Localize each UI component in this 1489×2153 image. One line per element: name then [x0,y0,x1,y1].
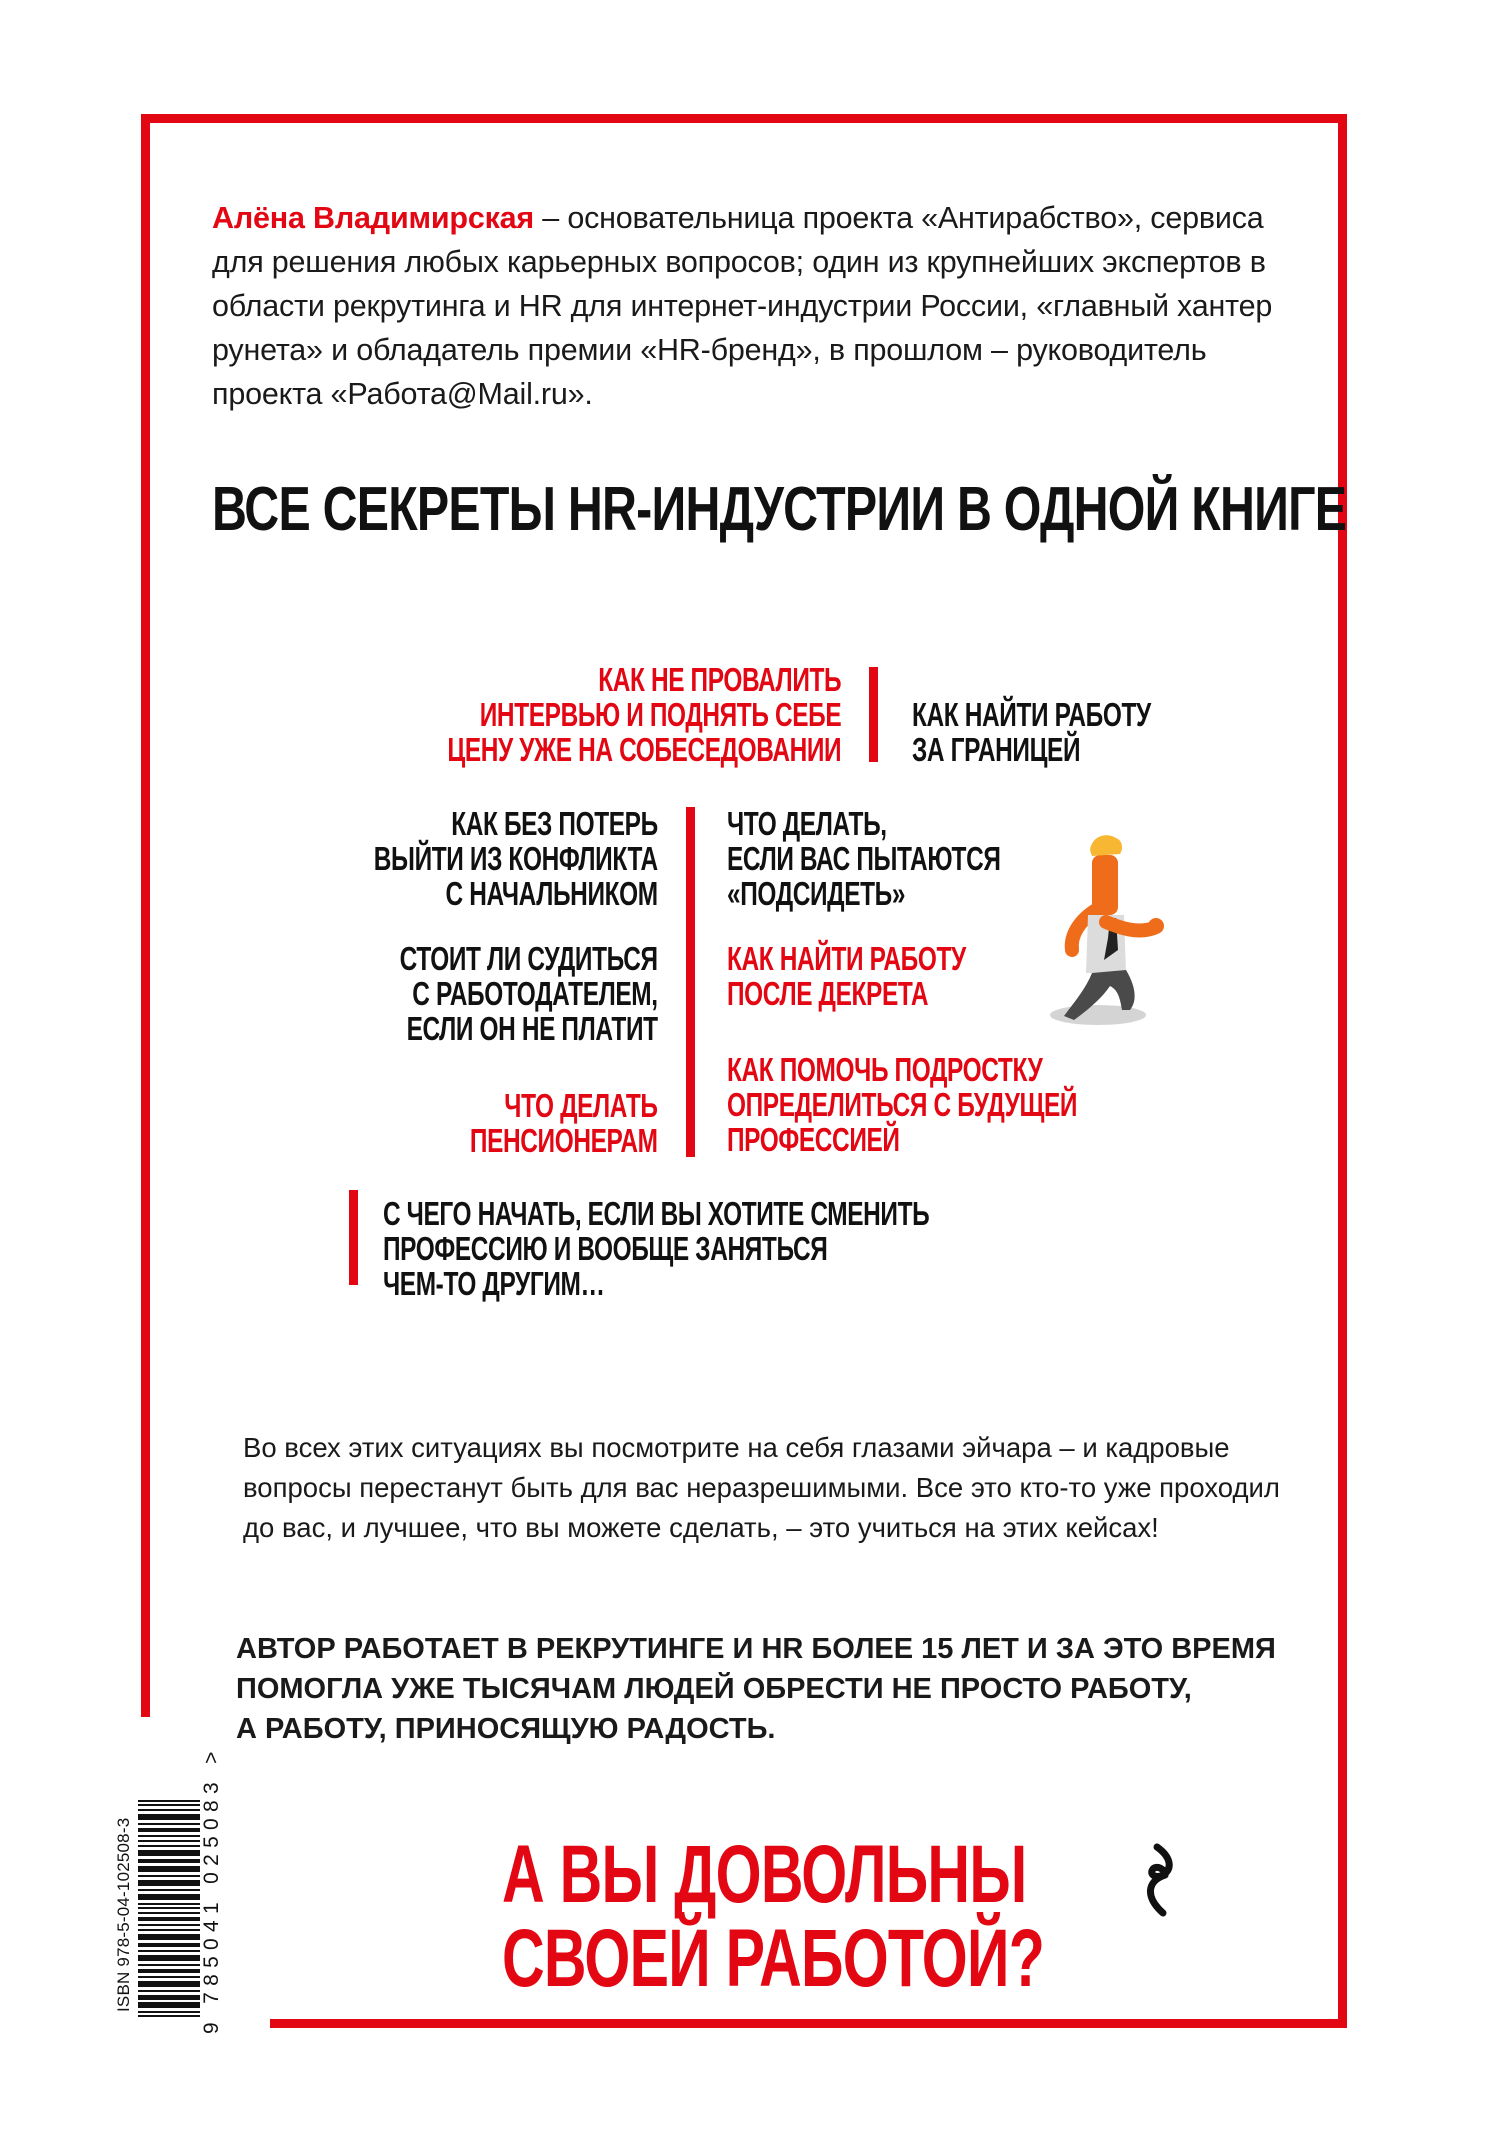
author-note-line: АВТОР РАБОТАЕТ В РЕКРУТИНГЕ И HR БОЛЕЕ 15 ЛЕТ И ЗА ЭТО ВРЕМЯ [236,1633,1276,1665]
topic-line: ВЫЙТИ ИЗ КОНФЛИКТА [374,840,658,877]
topic-line: ПОСЛЕ ДЕКРЕТА [727,975,929,1012]
topic-line: КАК ПОМОЧЬ ПОДРОСТКУ [727,1051,1043,1088]
question-line: А ВЫ ДОВОЛЬНЫ [502,1829,1027,1920]
author-note-line: ПОМОГЛА УЖЕ ТЫСЯЧАМ ЛЮДЕЙ ОБРЕСТИ НЕ ПРОСТО РАБОТУ, [236,1673,1192,1705]
topic-line: ЦЕНУ УЖЕ НА СОБЕСЕДОВАНИИ [447,731,841,768]
author-bio-text: – основательница проекта «Антирабство», сервиса для решения любых карьерных вопросов; один из крупнейших экспертов в области рекрутинга и HR для интернет-индустрии России, «главный хантер рунета» и обладатель премии «HR-бренд», в прошлом – руководитель проекта «Работа@Mail.ru». [212,201,1273,411]
topic-pensioners [470,1088,658,1158]
topic-line: СТОИТ ЛИ СУДИТЬСЯ [399,940,658,977]
topic-line: С РАБОТОДАТЕЛЕМ, [412,975,658,1012]
topic-maternity [727,941,966,1011]
headline: ВСЕ СЕКРЕТЫ HR-ИНДУСТРИИ В ОДНОЙ КНИГЕ [212,475,1347,544]
author-bio [212,196,1322,416]
eksmo-logo-icon [1137,1841,1187,1921]
topic-change-profession [383,1196,929,1301]
topic-line: ЕСЛИ ОН НЕ ПЛАТИТ [406,1010,658,1047]
topic-line: ОПРЕДЕЛИТЬСЯ С БУДУЩЕЙ [727,1086,1078,1123]
divider-bar [349,1190,358,1285]
author-note [236,1629,1336,1749]
frame-bottom-border [270,2019,1347,2028]
topic-undermine [727,806,1001,911]
author-note-line: А РАБОТУ, ПРИНОСЯЩУЮ РАДОСТЬ. [236,1713,776,1745]
topic-line: КАК НЕ ПРОВАЛИТЬ [597,661,841,698]
topic-line: КАК НАЙТИ РАБОТУ [912,696,1151,733]
topic-line: ЧЕМ-ТО ДРУГИМ… [383,1265,605,1302]
topic-line: С НАЧАЛЬНИКОМ [445,875,658,912]
topic-line: ИНТЕРВЬЮ И ПОДНЯТЬ СЕБЕ [479,696,841,733]
author-name: Алёна Владимирская [212,201,535,235]
frame-left-border [141,114,150,1717]
isbn-barcode [108,1745,228,2142]
divider-bar [686,807,695,1157]
topic-line: ЧТО ДЕЛАТЬ [504,1087,658,1124]
topic-line: «ПОДСИДЕТЬ» [727,875,906,912]
topic-line: ПРОФЕССИЕЙ [727,1121,900,1158]
barcode-digits: 9 785041 025083 > [200,1745,223,2034]
topic-line: ЕСЛИ ВАС ПЫТАЮТСЯ [727,840,1001,877]
running-man-icon [1040,810,1240,1030]
topic-line: ЗА ГРАНИЦЕЙ [912,731,1081,768]
topic-sue-employer [400,941,658,1046]
topic-conflict [374,806,658,911]
topic-line: ПЕНСИОНЕРАМ [470,1122,658,1159]
topic-line: КАК НАЙТИ РАБОТУ [727,940,966,977]
topic-line: КАК БЕЗ ПОТЕРЬ [451,805,658,842]
divider-bar [869,667,878,762]
barcode-bars-icon [138,1792,200,2017]
closing-question [502,1829,1045,2004]
frame-right-border [1338,114,1347,2028]
topic-line: ПРОФЕССИЮ И ВООБЩЕ ЗАНЯТЬСЯ [383,1230,828,1267]
frame-top-border [141,114,1347,123]
topic-abroad [912,697,1151,767]
isbn-label: ISBN 978-5-04-102508-3 [114,1817,133,2012]
question-line: СВОЕЙ РАБОТОЙ? [502,1913,1045,2004]
topic-line: С ЧЕГО НАЧАТЬ, ЕСЛИ ВЫ ХОТИТЕ СМЕНИТЬ [383,1195,930,1232]
summary-paragraph: Во всех этих ситуациях вы посмотрите на себя глазами эйчара – и кадровые вопросы перестанут быть для вас неразрешимыми. Все это кто-то уже проходил до вас, и лучшее, что вы можете сделать, – это учиться на этих кейсах! [243,1432,1280,1543]
topic-teenager [727,1052,1077,1157]
topic-line: ЧТО ДЕЛАТЬ, [727,805,887,842]
topic-interview [447,662,841,767]
